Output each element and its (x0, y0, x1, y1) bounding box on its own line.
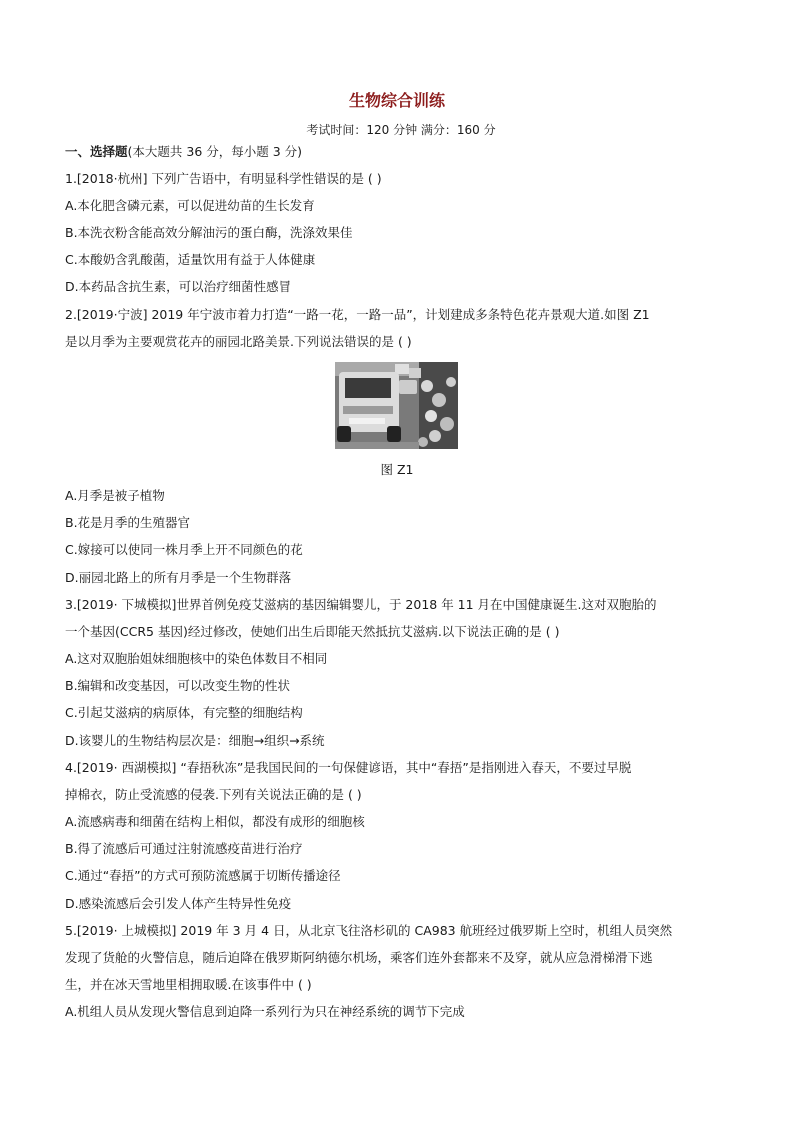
q2-stem-line2: 是以月季为主要观赏花卉的丽园北路美景.下列说法错误的是 ( ) (65, 334, 412, 349)
q2-option-a: A.月季是被子植物 (65, 488, 165, 503)
q1-option-d: D.本药品含抗生素，可以治疗细菌性感冒 (65, 279, 292, 294)
q4-option-a: A.流感病毒和细菌在结构上相似，都没有成形的细胞核 (65, 814, 365, 829)
q5-stem-line2: 发现了货舱的火警信息，随后迫降在俄罗斯阿纳德尔机场，乘客们连外套都来不及穿，就从应急滑梯滑下逃 (65, 950, 653, 965)
section-heading (65, 144, 302, 160)
section-note: (本大题共 36 分，每小题 3 分) (127, 144, 303, 159)
q1-option-b: B.本洗衣粉含能高效分解油污的蛋白酶，洗涤效果佳 (65, 225, 353, 240)
figure-z1-photo (335, 362, 458, 449)
figure-caption: 图 Z1 (380, 462, 414, 477)
q2-option-b: B.花是月季的生殖器官 (65, 515, 191, 530)
q4-option-b: B.得了流感后可通过注射流感疫苗进行治疗 (65, 841, 303, 856)
q4-stem-line1: 4.[2019· 西湖模拟] “春捂秋冻”是我国民间的一句保健谚语，其中“春捂”是指刚进入春天，不要过早脱 (65, 760, 632, 775)
q1-option-c: C.本酸奶含乳酸菌，适量饮用有益于人体健康 (65, 252, 316, 267)
q5-stem-line1: 5.[2019· 上城模拟] 2019 年 3 月 4 日，从北京飞往洛杉矶的 CA983 航班经过俄罗斯上空时，机组人员突然 (65, 923, 673, 938)
q1-stem: 1.[2018·杭州] 下列广告语中，有明显科学性错误的是 ( ) (65, 171, 382, 186)
q2-stem-line1: 2.[2019·宁波] 2019 年宁波市着力打造“一路一花，一路一品”，计划建成多条特色花卉景观大道.如图 Z1 (65, 307, 650, 322)
q1-option-a: A.本化肥含磷元素，可以促进幼苗的生长发育 (65, 198, 315, 213)
q4-option-c: C.通过“春捂”的方式可预防流感属于切断传播途径 (65, 868, 341, 883)
q5-option-a: A.机组人员从发现火警信息到迫降一系列行为只在神经系统的调节下完成 (65, 1004, 465, 1019)
page-title: 生物综合训练 (348, 91, 445, 110)
road-car-flowers-image (335, 362, 458, 449)
q5-stem-line3: 生，并在冰天雪地里相拥取暖.在该事件中 ( ) (65, 977, 312, 992)
q3-option-c: C.引起艾滋病的病原体，有完整的细胞结构 (65, 705, 303, 720)
q3-option-a: A.这对双胞胎姐妹细胞核中的染色体数目不相同 (65, 651, 328, 666)
exam-info: 考试时间：120 分钟 满分：160 分 (306, 123, 496, 137)
q2-option-d: D.丽园北路上的所有月季是一个生物群落 (65, 570, 292, 585)
q4-stem-line2: 掉棉衣，防止受流感的侵袭.下列有关说法正确的是 ( ) (65, 787, 362, 802)
section-title: 一、选择题 (65, 144, 128, 159)
q4-option-d: D.感染流感后会引发人体产生特异性免疫 (65, 896, 292, 911)
q3-stem-line1: 3.[2019· 下城模拟]世界首例免疫艾滋病的基因编辑婴儿，于 2018 年 11 月在中国健康诞生.这对双胞胎的 (65, 597, 657, 612)
q3-option-b: B.编辑和改变基因，可以改变生物的性状 (65, 678, 291, 693)
q3-stem-line2: 一个基因(CCR5 基因)经过修改，使她们出生后即能天然抵抗艾滋病.以下说法正确的是 ( ) (65, 624, 560, 639)
q2-option-c: C.嫁接可以使同一株月季上开不同颜色的花 (65, 542, 303, 557)
q3-option-d: D.该婴儿的生物结构层次是：细胞→组织→系统 (65, 733, 325, 748)
